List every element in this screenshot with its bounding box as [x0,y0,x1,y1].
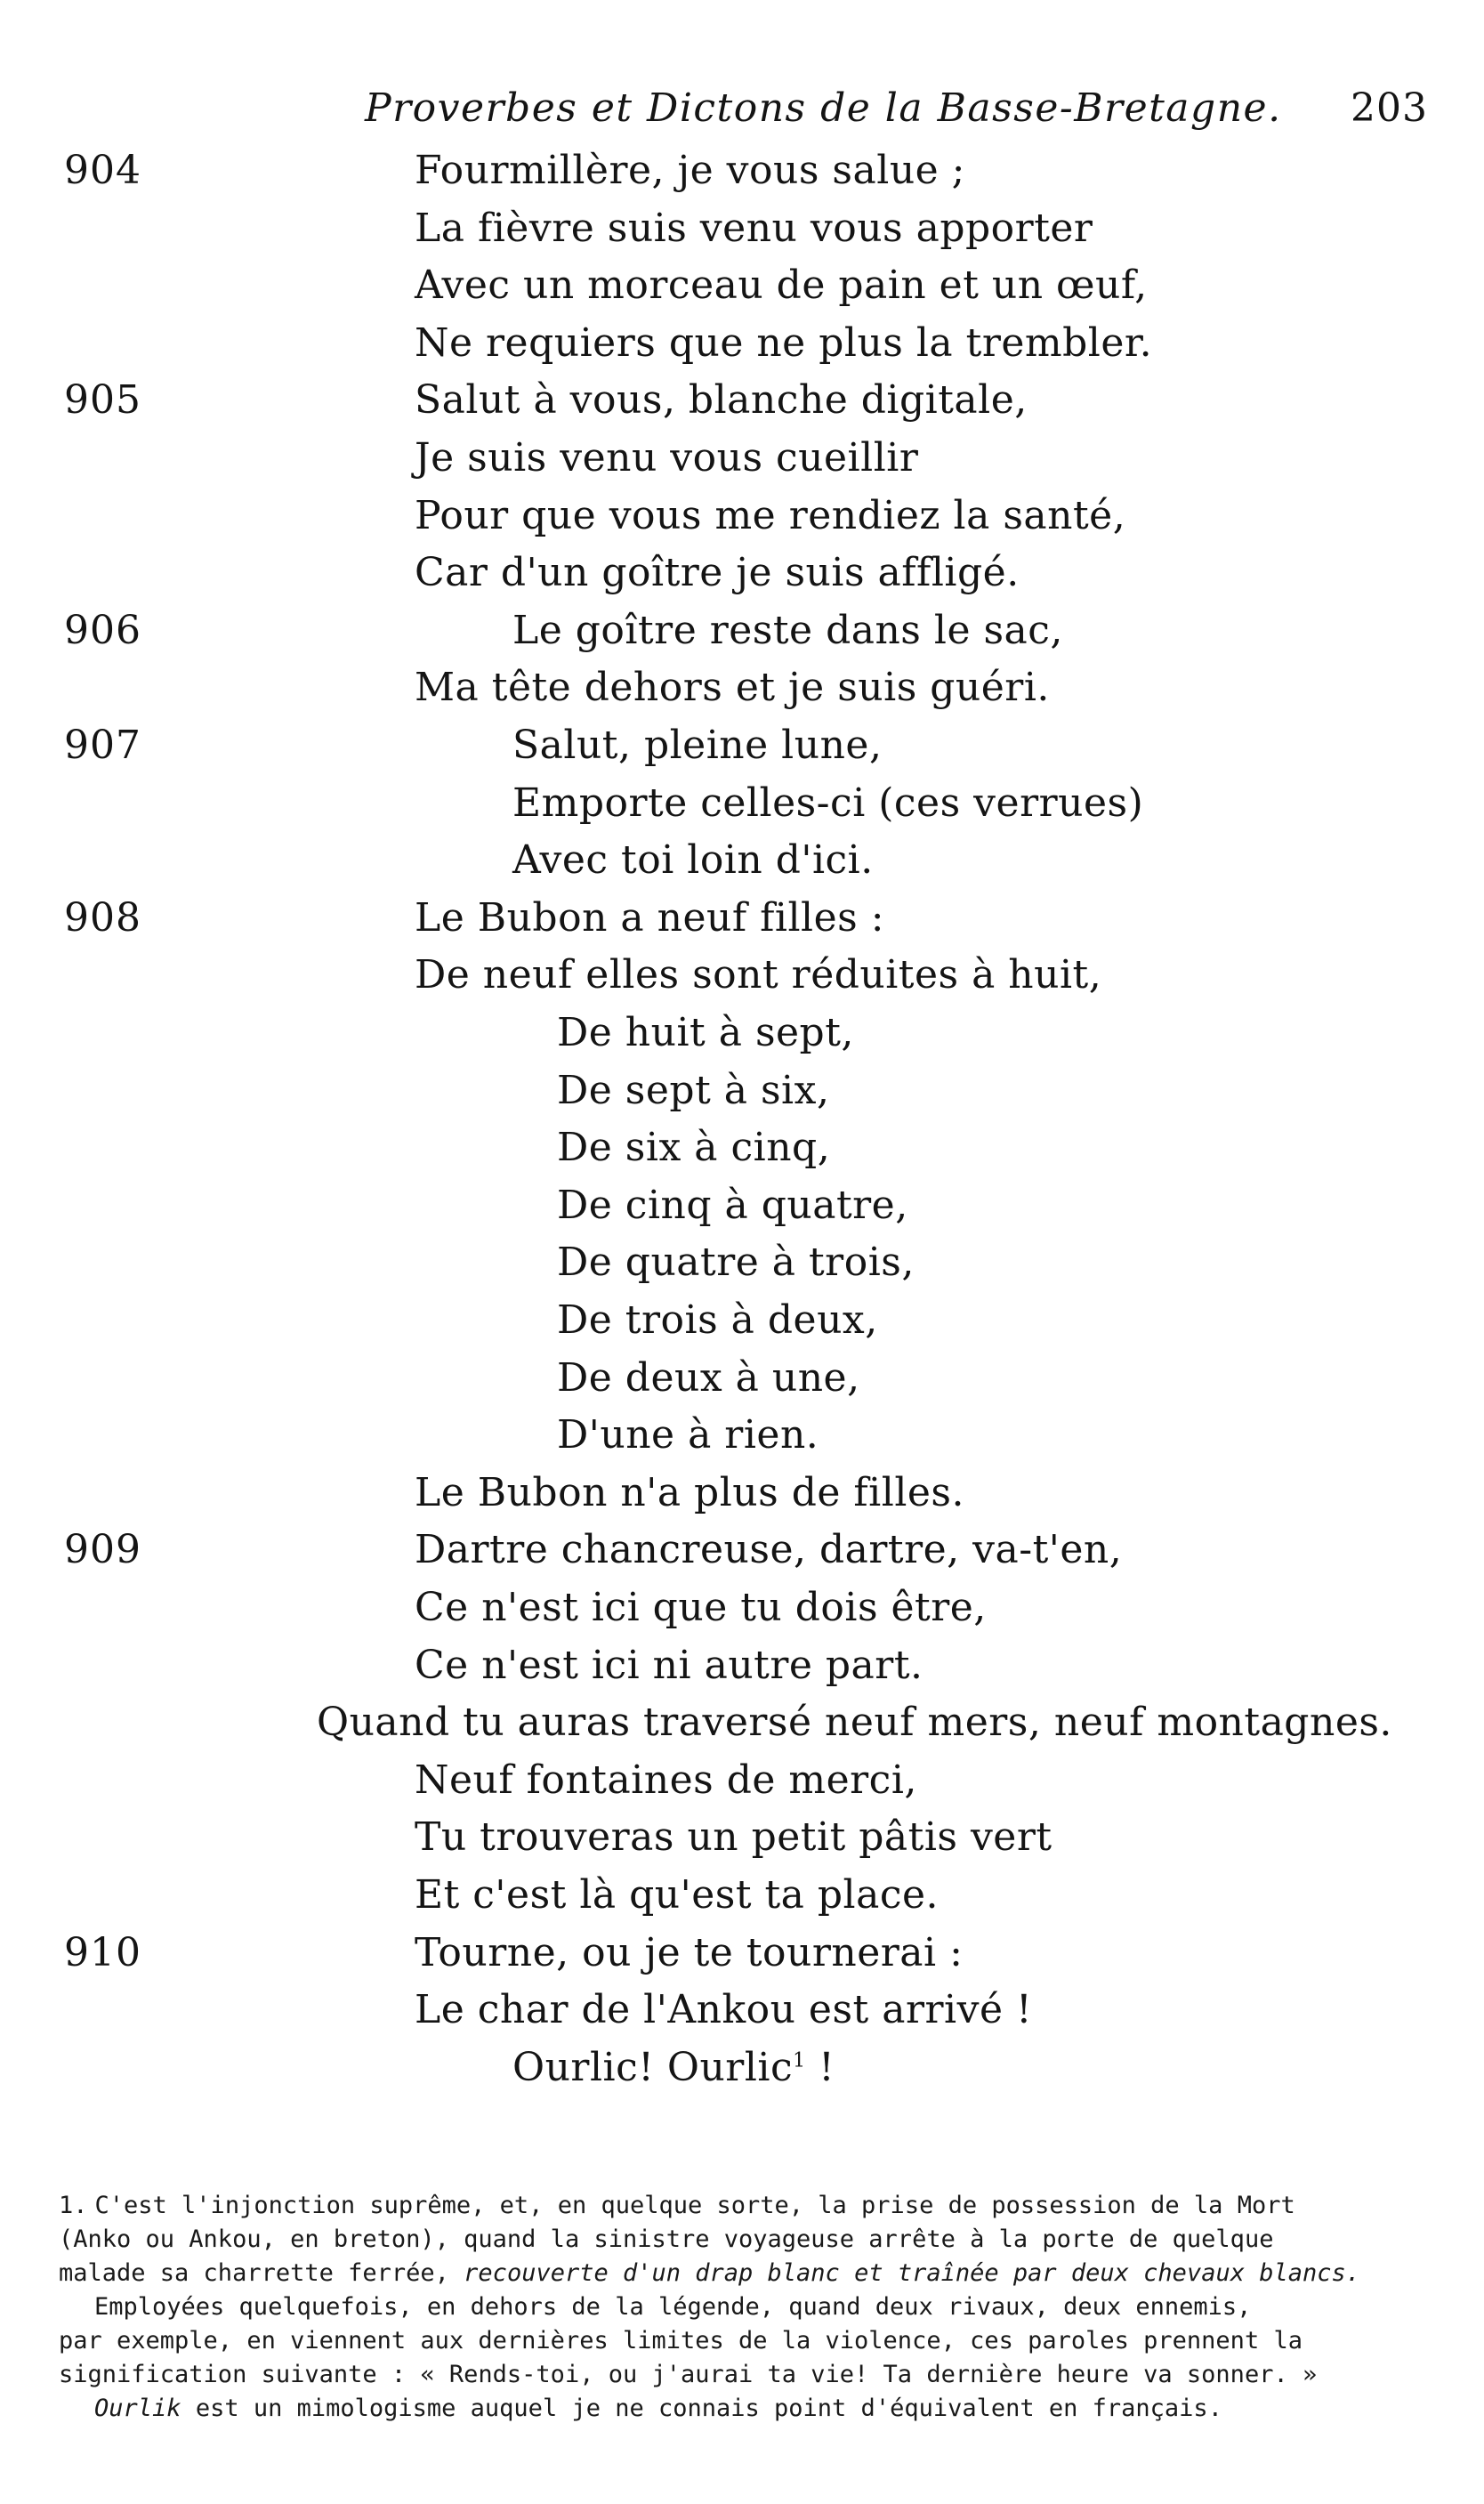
verse-text: Le Bubon n'a plus de filles. [415,1469,964,1515]
proverb-number: 910 [64,1929,141,1975]
footnote-line [59,2290,1402,2324]
footnote-text: signification suivante : « Rends-toi, ou j'aurai ta vie! Ta dernière heure va sonner. » [59,2361,1318,2388]
verse-text: Quand tu auras traversé neuf mers, neuf montagnes. [317,1700,1392,1746]
proverb-number: 906 [64,607,141,653]
verse-text: De trois à deux, [557,1297,878,1343]
verse-line [415,894,885,941]
page-number: 203 [1351,85,1428,131]
verse-line [317,1700,1392,1746]
footnote-text: Employées quelquefois, en dehors de la légende, quand deux rivaux, deux ennemis, [94,2293,1252,2321]
verse-line [415,1469,964,1515]
verse-line [512,723,883,768]
verse-text: Ourlic! Ourlic [512,2044,794,2090]
verse-text: Pour que vous me rendiez la santé, [415,492,1126,538]
verse-text: De neuf elles sont réduites à huit, [415,952,1102,998]
verse-line [512,2044,835,2090]
verse-line [557,1240,915,1286]
verse-text: De huit à sept, [557,1010,854,1055]
footnote-text: est un mimologisme auquel je ne connais point d'équivalent en français. [195,2395,1222,2422]
verse-line [557,1067,830,1113]
verse-line [415,1872,940,1918]
verse-text: Le char de l'Ankou est arrivé ! [415,1987,1033,2033]
verse-text: D'une à rien. [557,1412,819,1458]
verse-line [415,1757,917,1803]
verse-text: De cinq à quatre, [557,1182,908,1228]
verse-line [557,1354,860,1401]
proverb-number: 907 [64,723,141,768]
verse-line [415,550,1020,596]
verse-line [415,952,1102,998]
footnote-line [59,2392,1402,2426]
verse-line [557,1297,878,1343]
verse-line [557,1412,819,1458]
footnote-text: par exemple, en viennent aux dernières limites de la violence, ces paroles prennent la [59,2327,1303,2355]
verse-text: Je suis venu vous cueillir [415,435,919,481]
verse-line [512,779,1144,826]
verse-text: Ce n'est ici que tu dois être, [415,1585,987,1630]
footnote-number: 1. [59,2192,88,2219]
footnote-line [59,2257,1402,2290]
footnote-line [59,2189,1402,2223]
footnote-italic-text: recouverte d'un drap blanc et traînée par deux chevaux blancs. [464,2259,1361,2287]
verse-line [415,205,1093,251]
verse-text: De quatre à trois, [557,1240,915,1286]
verse-line [557,1125,831,1171]
verse-text: Salut, pleine lune, [512,723,883,768]
footnote-marker[interactable]: 1 [793,2049,806,2072]
verse-text: Avec toi loin d'ici. [512,837,874,884]
footnote-text: (Anko ou Ankou, en breton), quand la sinistre voyageuse arrête à la porte de quelque [59,2225,1274,2253]
verse-line [415,665,1050,711]
verse-text: De sept à six, [557,1067,830,1113]
verse-line [415,1585,987,1630]
verse-line [415,1527,1123,1573]
verse-line [415,148,965,193]
footnote-text: C'est l'injonction suprême, et, en quelque sorte, la prise de possession de la Mort [94,2192,1295,2219]
footnote-italic-text: Ourlik [94,2395,181,2422]
verse-line [415,263,1148,309]
verse-text: Car d'un goître je suis affligé. [415,550,1020,596]
verse-text: Le goître reste dans le sac, [512,607,1063,653]
footnote-line [59,2358,1402,2392]
proverb-number: 905 [64,377,141,424]
proverb-number: 904 [64,148,141,193]
verse-text: Ma tête dehors et je suis guéri. [415,665,1050,711]
verse-text: Avec un morceau de pain et un œuf, [415,263,1148,309]
verse-text: De deux à une, [557,1354,860,1401]
verse-text: Le Bubon a neuf filles : [415,894,885,941]
verse-line [512,607,1063,653]
verse-line [557,1182,908,1228]
verse-text: Ne requiers que ne plus la trembler. [415,319,1153,366]
verse-line [415,1642,923,1688]
verse-text-tail: ! [805,2044,835,2090]
proverb-number: 908 [64,894,141,941]
verse-text: Et c'est là qu'est ta place. [415,1872,940,1918]
verse-text: La fièvre suis venu vous apporter [415,205,1093,251]
verse-text: Emporte celles-ci (ces verrues) [512,779,1144,826]
verse-text: Tourne, ou je te tournerai : [415,1929,964,1975]
verse-text: De six à cinq, [557,1125,831,1171]
footnote-line [59,2223,1402,2257]
verse-text: Ce n'est ici ni autre part. [415,1642,923,1688]
verse-line [512,837,874,884]
verse-line [415,1814,1053,1861]
page-header-title: Proverbes et Dictons de la Basse-Bretagne. [365,85,1282,131]
proverb-number: 909 [64,1527,141,1573]
verse-line [415,1929,964,1975]
verse-line [415,319,1153,366]
verse-line [415,435,919,481]
verse-text: Tu trouveras un petit pâtis vert [415,1814,1053,1861]
verse-text: Fourmillère, je vous salue ; [415,148,965,193]
verse-text: Dartre chancreuse, dartre, va-t'en, [415,1527,1123,1573]
footnote [59,2189,1402,2426]
verse-line [557,1010,854,1055]
verse-text: Salut à vous, blanche digitale, [415,377,1028,424]
verse-line [415,377,1028,424]
verse-line [415,492,1126,538]
footnote-line [59,2324,1402,2358]
verse-text: Neuf fontaines de merci, [415,1757,917,1803]
footnote-text: malade sa charrette ferrée, [59,2259,449,2287]
verse-line [415,1987,1033,2033]
